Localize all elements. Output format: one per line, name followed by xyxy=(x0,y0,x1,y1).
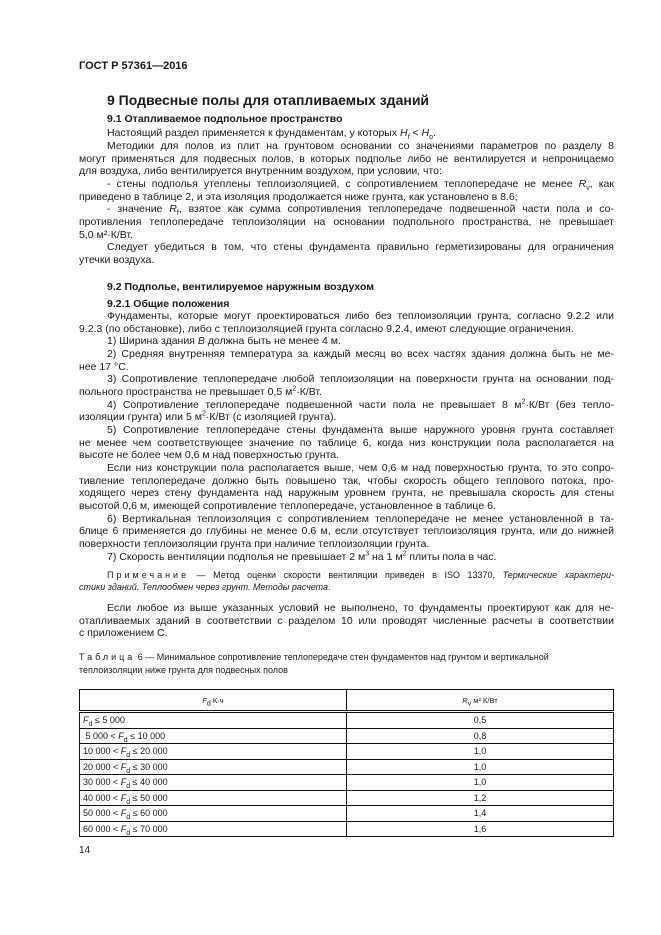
paragraph-line: Методики для полов из плит на грунтовом основании со значениями параметров по разделу 8 xyxy=(107,140,614,152)
list-item: 5) Сопротивление теплопередаче стены фундамента выше наружного уровня грунта составляет xyxy=(107,424,614,436)
table-caption: теплоизоляции ниже грунта для подвесных полов xyxy=(79,665,288,675)
cell-rv: 1,2 xyxy=(347,790,614,806)
paragraph-line: для воздуха, либо вентилируется внутренним воздухом, при условии, что: xyxy=(79,165,442,178)
cell-range: 60 $000 < F_d \le 70$ 000 xyxy=(80,821,347,837)
table-row xyxy=(80,759,614,775)
note-line: Примечание — Метод оценки скорости вентиляции приведен в ISO 13370, Термические характери- xyxy=(107,570,614,580)
paragraph-line: нее 17 °С. xyxy=(79,360,129,373)
cell-rv: 0,5 xyxy=(347,712,614,729)
paragraph-line: блице 6 применяется до глубины не менее 0,6 м, если отсутствует теплоизоляция грунта, или до нижней xyxy=(79,525,614,538)
table-6 xyxy=(79,689,614,837)
table-caption-label: Таблица xyxy=(79,652,136,662)
section-9-1-title: 9.1 Отапливаемое подпольное пространство xyxy=(107,113,343,125)
paragraph-line: ходящего через стену фундамента над наружным уровнем грунта, не превышала скорость для стены xyxy=(79,487,614,500)
page-number: 14 xyxy=(79,845,91,856)
table-row xyxy=(80,744,614,760)
list-item: 6) Вертикальная теплоизоляция с сопротивлением теплопередаче не менее установленной в та- xyxy=(107,512,614,525)
paragraph-line: не менее чем соответствующее значение по таблице 6, когда низ конструкции пола располагается на xyxy=(79,436,614,449)
paragraph-line: тивление теплопередаче должно быть повышено так, чтобы скорость общего теплового потока, про- xyxy=(79,474,614,487)
cell-rv: 1,0 xyxy=(347,759,614,775)
paragraph-line: противления теплопередаче теплоизоляции на основании подпольного пространства, не превышает xyxy=(79,216,614,228)
table-row xyxy=(80,728,614,744)
table-row xyxy=(80,790,614,806)
cell-rv: 1,0 xyxy=(347,744,614,760)
paragraph-line: Фундаменты, которые могут проектироваться либо без теплоизоляции грунта, согласно 9.2.2 или xyxy=(107,310,614,322)
cell-rv: 0,8 xyxy=(347,728,614,744)
paragraph-line: высоте не более чем 0,6 м над поверхностью грунта. xyxy=(79,449,340,462)
list-item: 7) Скорость вентиляции подполья не превышает 2 $м^3$ на 1 $м^2$ плиты пола в час. xyxy=(107,550,497,563)
list-item: 4) Сопротивление теплопередаче подвешенной части пола не превышает 8 $м^2\cdot К/Вт$ (без тепло- xyxy=(107,398,614,411)
cell-range: 40 $000 < F_d \le 50$ 000 xyxy=(80,790,347,806)
cell-range: 50 $000 < F_d \le 60$ 000 xyxy=(80,806,347,822)
cell-range: 20 $000 < F_d \le 30$ 000 xyxy=(80,759,347,775)
paragraph-line: Следует убедиться в том, что стены фундамента правильно герметизированы для ограничения xyxy=(107,241,614,254)
note-label: Примечание xyxy=(107,570,190,580)
paragraph-line: отапливаемых зданий в соответствии с разделом 10 или проводят численные расчеты в соответствии xyxy=(79,614,614,627)
paragraph-line: утечки воздуха. xyxy=(79,254,155,266)
table-header-row xyxy=(80,690,614,712)
paragraph-line: - стены подполья утеплены теплоизоляцией, с сопротивлением теплопередаче не менее $R_v$, как xyxy=(107,178,614,193)
paragraph-line: с приложением С. xyxy=(79,627,168,640)
paragraph-line: приведено в таблице 2, и эта изоляция продолжается ниже грунта, как установлено в 8.6; xyxy=(79,190,518,203)
column-header-fd: $F_d$ К·ч xyxy=(80,690,347,712)
paragraph-line: могут применяться для подвесных полов, в которых подполье либо не вентилируется и непроницаемо xyxy=(79,152,614,165)
table-row xyxy=(80,806,614,822)
cell-range: 10 $000 < F_d \le 20$ 000 xyxy=(80,744,347,760)
document-id: ГОСТ Р 57361—2016 xyxy=(79,60,188,72)
table-row xyxy=(80,821,614,837)
note-line: стики зданий. Теплообмен через грунт. Методы расчета. xyxy=(79,582,331,592)
section-9-title: 9 Подвесные полы для отапливаемых зданий xyxy=(107,92,430,108)
cell-range: $F_d \le 5$ 000 xyxy=(80,712,347,729)
list-item: 3) Сопротивление теплопередаче любой теплоизоляции на поверхности грунта на основании под- xyxy=(107,373,614,386)
list-item: 1) Ширина здания B должна быть не менее 4 м. xyxy=(107,335,341,348)
cell-rv: 1,4 xyxy=(347,806,614,822)
cell-rv: 1,0 xyxy=(347,775,614,791)
list-item: 2) Средняя внутренняя температура за каждый месяц во всех частях здания должна быть не ме- xyxy=(107,348,614,360)
paragraph-line: польного пространства не превышает 0,5 $м^2\cdot К/Вт$. xyxy=(79,385,322,398)
table-row xyxy=(80,775,614,791)
table-row xyxy=(80,712,614,729)
paragraph-line: изоляции грунта) или 5 $м^2\cdot К/Вт$ (с изоляцией грунта). xyxy=(79,410,337,424)
cell-rv: 1,6 xyxy=(347,821,614,837)
section-9-2-title: 9.2 Подполье, вентилируемое наружным воздухом xyxy=(107,281,375,293)
cell-range: 5 $000 < F_d \le 10$ 000 xyxy=(80,728,347,744)
paragraph-line: 5,0 м²·К/Вт. xyxy=(79,228,133,241)
column-header-rv: $R_v$ м² К/Вт xyxy=(347,690,614,712)
paragraph-line: высотой 0,6 м, имеющей сопротивление теплопередаче, установленное в таблице 6. xyxy=(79,500,496,512)
paragraph-line: Если любое из выше указанных условий не выполнено, то фундаменты проектируют как для не- xyxy=(107,602,614,614)
section-9-2-1-title: 9.2.1 Общие положения xyxy=(107,298,230,310)
cell-range: 30 $000 < F_d \le 40$ 000 xyxy=(80,775,347,791)
paragraph-line: - значение $R_f$, взятое как сумма сопротивления теплопередаче подвешенной части пола и со- xyxy=(107,203,614,218)
table-caption: Таблица 6 — Минимальное сопротивление теплопередаче стен фундаментов над грунтом и вертикальной xyxy=(79,652,549,662)
paragraph-line: Настоящий раздел применяется к фундаментам, у которых $H_f < H_o$. xyxy=(107,127,436,142)
paragraph-line: поверхности теплоизоляции грунта при наличие теплоизоляции грунта. xyxy=(79,538,430,550)
paragraph-line: Если низ конструкции пола располагается выше, чем 0,6 м над поверхностью грунта, то это сопро- xyxy=(107,462,614,474)
paragraph-line: 9.2.3 (по обстановке), либо с теплоизоляцией грунта согласно 9.2.4, имеют следующие ограничения. xyxy=(79,322,574,335)
